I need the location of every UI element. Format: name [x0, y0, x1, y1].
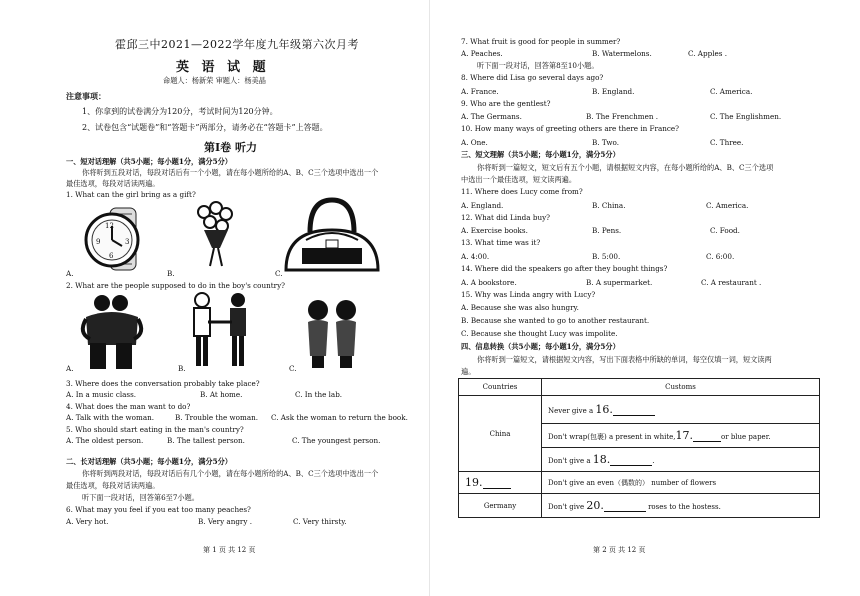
row-19-text: Don't give an even（偶数的） number of flowers — [542, 472, 820, 494]
q3-option-a: A. In a music class. — [66, 390, 137, 399]
svg-text:3: 3 — [125, 238, 130, 246]
question-5: 5. Who should start eating in the man's country? — [66, 425, 244, 434]
blank-20-number: 20. — [586, 499, 604, 512]
q12-option-c: C. Food. — [710, 226, 740, 235]
q10-option-b: B. Two. — [592, 138, 620, 147]
question-12: 12. What did Linda buy? — [461, 213, 550, 222]
table-header-customs: Customs — [542, 379, 820, 396]
row-20-suffix: roses to the hostess. — [648, 503, 721, 511]
question-2: 2. What are the people supposed to do in the boy's country? — [66, 281, 285, 290]
question-11: 11. Where does Lucy come from? — [461, 187, 583, 196]
section-2-title: 二、长对话理解（共5小题；每小题1分，满分5分） — [66, 457, 232, 466]
row-17-suffix: or blue paper. — [721, 433, 771, 441]
q12-option-a: A. Exercise books. — [461, 226, 528, 235]
q1-label-c: C. — [275, 269, 283, 278]
q15-option-b: B. Because she wanted to go to another restaurant. — [461, 316, 650, 325]
credits: 命题人：杨新荣 审题人：杨美晶 — [163, 76, 266, 85]
svg-text:12: 12 — [105, 222, 114, 230]
q13-option-b: B. 5:00. — [592, 252, 621, 261]
q9-option-b: B. The Frenchmen . — [586, 112, 659, 121]
question-14: 14. Where did the speakers go after they bought things? — [461, 264, 668, 273]
bowing-people-image — [300, 296, 362, 370]
question-15: 15. Why was Linda angry with Lucy? — [461, 290, 596, 299]
q10-option-c: C. Three. — [710, 138, 744, 147]
q7-option-a: A. Peaches. — [461, 49, 503, 58]
q2-label-c: C. — [289, 364, 297, 373]
q15-option-a: A. Because she was also hungry. — [461, 303, 579, 312]
q4-option-a: A. Talk with the woman. — [66, 413, 155, 422]
q2-label-a: A. — [66, 364, 74, 373]
blank-16-number: 16. — [595, 403, 613, 416]
q6-option-a: A. Very hot. — [66, 517, 109, 526]
svg-text:9: 9 — [96, 238, 101, 246]
question-9: 9. Who are the gentlest? — [461, 99, 551, 108]
q13-option-a: A. 4:00. — [461, 252, 490, 261]
country-china: China — [459, 396, 542, 472]
q4-option-c: C. Ask the woman to return the book. — [271, 413, 408, 422]
page-2 — [430, 0, 860, 596]
row-20-text: Don't give — [548, 503, 587, 511]
q3-option-c: C. In the lab. — [295, 390, 343, 399]
blank-19-number: 19. — [465, 476, 483, 489]
q12-option-b: B. Pens. — [592, 226, 622, 235]
row-16-text: Never give a — [548, 407, 596, 415]
section-3-desc-1: 你将听到一篇短文，短文后有五个小题，请根据短文内容，在每小题所给的A、B、C三个选项 — [477, 163, 774, 172]
question-1: 1. What can the girl bring as a gift? — [66, 190, 196, 199]
blank-16[interactable] — [613, 407, 655, 416]
table-row — [542, 396, 820, 424]
q2-label-b: B. — [178, 364, 186, 373]
handshake-people-image — [188, 290, 252, 370]
section-1-desc-2: 最佳选项，每段对话读两遍。 — [66, 179, 160, 188]
svg-text:6: 6 — [109, 252, 114, 260]
section-1-title: 一、短对话理解（共5小题；每小题1分，满分5分） — [66, 157, 232, 166]
blank-17-number: 17. — [675, 429, 694, 442]
q1-label-b: B. — [167, 269, 175, 278]
blank-17[interactable] — [693, 433, 721, 442]
q8-option-b: B. England. — [592, 87, 635, 96]
blank-20[interactable] — [604, 503, 646, 512]
question-13: 13. What time was it? — [461, 238, 541, 247]
q7-option-c: C. Apples . — [688, 49, 728, 58]
question-4: 4. What does the man want to do? — [66, 402, 191, 411]
table-row — [542, 424, 820, 448]
q15-option-c: C. Because she thought Lucy was impolite. — [461, 329, 618, 338]
row-18-suffix: . — [652, 457, 655, 465]
section-2-desc-3: 听下面一段对话，回答第6至7小题。 — [82, 493, 199, 502]
q11-option-a: A. England. — [461, 201, 504, 210]
row-17-text: Don't wrap(包裹) a present in white, — [548, 433, 676, 441]
question-8: 8. Where did Lisa go several days ago? — [461, 73, 604, 82]
section-4-desc-1: 你将听到一篇短文，请根据短文内容，写出下面表格中所缺的单词，每空仅填一词，短文读两 — [477, 355, 772, 364]
q11-option-c: C. America. — [706, 201, 749, 210]
page-1-footer: 第 1 页 共 12 页 — [203, 546, 256, 554]
q14-option-b: B. A supermarket. — [586, 278, 653, 287]
question-3: 3. Where does the conversation probably take place? — [66, 379, 260, 388]
table-row — [542, 494, 820, 518]
page-2-footer: 第 2 页 共 12 页 — [593, 546, 646, 554]
q14-option-c: C. A restaurant . — [701, 278, 762, 287]
q5-option-c: C. The youngest person. — [292, 436, 381, 445]
table-row — [542, 448, 820, 472]
question-10: 10. How many ways of greeting others are there in France? — [461, 124, 680, 133]
q13-option-c: C. 6:00. — [706, 252, 735, 261]
section-4-desc-2: 遍。 — [461, 367, 476, 376]
hugging-people-image — [76, 293, 148, 371]
row-18-text: Don't give a — [548, 457, 593, 465]
q6-option-c: C. Very thirsty. — [293, 517, 347, 526]
q6-option-b: B. Very angry . — [198, 517, 252, 526]
section-4-title: 四、信息转换（共5小题；每小题1分，满分5分） — [461, 342, 620, 351]
notice-item-2: 2、试卷包含“试题卷”和“答题卡”两部分，请务必在“答题卡”上答题。 — [82, 123, 328, 132]
q7-option-b: B. Watermelons. — [592, 49, 652, 58]
q8-option-a: A. France. — [461, 87, 499, 96]
q9-option-a: A. The Germans. — [461, 112, 522, 121]
section-2-desc-1: 你将听到两段对话，每段对话后有几个小题，请在每小题所给的A、B、C三个选项中选出一个 — [82, 469, 379, 478]
q7-note: 听下面一段对话，回答第8至10小题。 — [477, 61, 599, 70]
q8-option-c: C. America. — [710, 87, 753, 96]
blank-18-number: 18. — [592, 453, 611, 466]
section-1-desc-1: 你将听到五段对话，每段对话后有一个小题，请在每小题所给的A、B、C三个选项中选出一个 — [82, 168, 379, 177]
section-3-title: 三、短文理解（共5小题；每小题1分，满分5分） — [461, 150, 620, 159]
q1-label-a: A. — [66, 269, 74, 278]
subject-title: 英 语 试 题 — [176, 60, 270, 75]
q9-option-c: C. The Englishmen. — [710, 112, 782, 121]
q5-option-a: A. The oldest person. — [66, 436, 144, 445]
part-title: 第Ⅰ卷 听力 — [204, 141, 257, 154]
country-germany: Germany — [459, 494, 542, 518]
q14-option-a: A. A bookstore. — [461, 278, 517, 287]
section-2-desc-2: 最佳选项，每段对话读两遍。 — [66, 481, 160, 490]
section-3-desc-2: 中选出一个最佳选项，短文读两遍。 — [461, 175, 577, 184]
blank-19[interactable] — [483, 480, 511, 489]
flowers-image — [190, 200, 240, 270]
notice-title: 注意事项： — [66, 91, 106, 101]
question-6: 6. What may you feel if you eat too many peaches? — [66, 505, 251, 514]
blank-18[interactable] — [610, 457, 655, 466]
exam-header-title: 霍邱三中2021—2022学年度九年级第六次月考 — [115, 38, 359, 51]
handbag-image — [280, 196, 384, 278]
notice-item-1: 1、你拿到的试卷满分为120分，考试时间为120分钟。 — [82, 107, 278, 116]
customs-table — [458, 378, 820, 518]
watch-image — [70, 202, 170, 276]
q3-option-b: B. At home. — [200, 390, 243, 399]
table-header-countries: Countries — [459, 379, 542, 396]
q10-option-a: A. One. — [461, 138, 488, 147]
table-row — [459, 472, 542, 494]
q5-option-b: B. The tallest person. — [167, 436, 245, 445]
question-7: 7. What fruit is good for people in summer? — [461, 37, 621, 46]
q11-option-b: B. China. — [592, 201, 626, 210]
q4-option-b: B. Trouble the woman. — [175, 413, 259, 422]
